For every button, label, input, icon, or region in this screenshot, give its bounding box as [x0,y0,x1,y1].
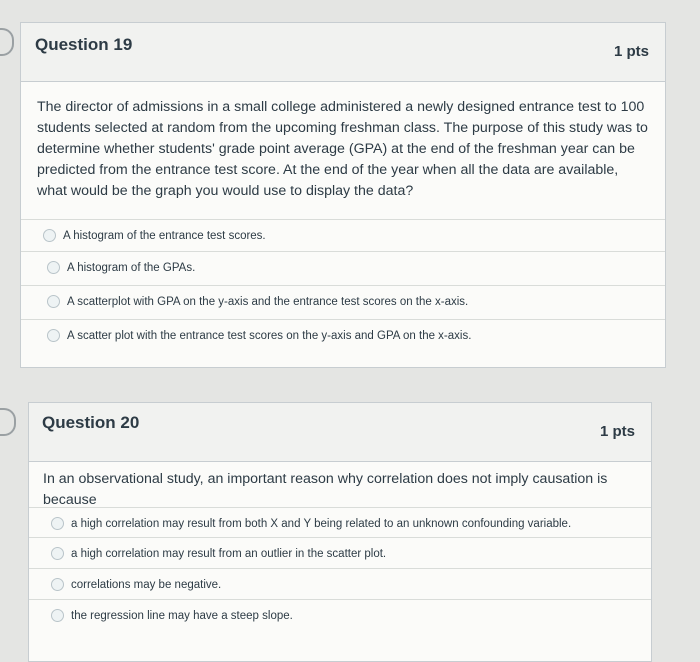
question-19-answer-4[interactable] [21,319,665,351]
answer-label: A scatter plot with the entrance test scores on the y-axis and GPA on the x-axis. [67,329,472,342]
question-19-title: Question 19 [35,35,133,54]
question-20-prompt: In an observational study, an important reason why correlation does not imply causation is because [43,471,608,508]
radio-button[interactable] [47,295,60,308]
question-19-card [20,22,666,368]
question-19-answer-2[interactable] [21,251,665,283]
question-19-answer-1[interactable] [21,219,665,251]
radio-button[interactable] [47,261,60,274]
answer-label: A scatterplot with GPA on the y-axis and the entrance test scores on the x-axis. [67,295,469,308]
question-19-answer-3[interactable] [21,285,665,317]
radio-button[interactable] [51,517,64,530]
radio-button[interactable] [51,547,64,560]
answer-label: A histogram of the GPAs. [67,261,196,274]
answer-label: A histogram of the entrance test scores. [63,229,266,242]
radio-button[interactable] [51,578,64,591]
question-20-answer-2[interactable] [29,537,651,569]
question-20-title: Question 20 [42,413,140,432]
question-20-marker [0,408,16,436]
answer-label: a high correlation may result from both X and Y being related to an unknown confounding variable. [71,517,572,530]
question-19-header [21,23,665,82]
question-20-answer-3[interactable] [29,568,651,600]
question-19-prompt: The director of admissions in a small college administered a newly designed entrance test to 100 students selected at random from the upcoming freshman class. The purpose of this study was to determine whether students' grade point average (GPA) at the end of the freshman year can be predicted from the entrance test score. At the end of the year when all the data are available, what would be the graph you would use to display the data? [37,99,648,199]
question-20-card [28,402,652,662]
radio-button[interactable] [47,329,60,342]
question-19-points: 1 pts [613,43,649,60]
question-20-answer-1[interactable] [29,507,651,539]
radio-button[interactable] [43,229,56,242]
question-20-points: 1 pts [599,423,635,440]
answer-label: a high correlation may result from an outlier in the scatter plot. [71,547,387,560]
radio-button[interactable] [51,609,64,622]
answer-label: the regression line may have a steep slope. [71,609,293,622]
answer-label: correlations may be negative. [71,578,222,591]
question-20-answer-4[interactable] [29,599,651,631]
question-19-marker [0,28,14,56]
question-20-header [29,403,651,462]
